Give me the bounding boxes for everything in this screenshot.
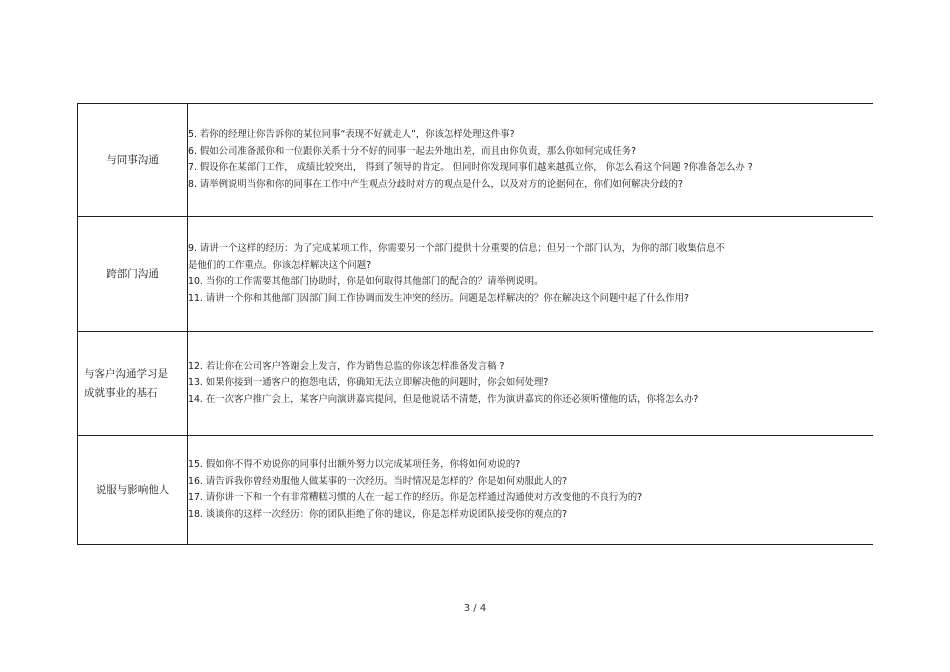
category-cell bbox=[78, 217, 188, 332]
question-17: 17. 请你讲一下和一个有非常糟糕习惯的人在一起工作的经历。你是怎样通过沟通使对方改变他的不良行为的? bbox=[188, 492, 643, 503]
interview-question-table bbox=[77, 103, 873, 545]
question-9-continued: 是他们的工作重点。你该怎样解决这个问题? bbox=[188, 259, 372, 271]
question-7: 7. 假设你在某部门工作， 成绩比较突出， 得到了领导的肯定。 但同时你发现同事们越来越孤立你， 你怎么看这个问题 ?你准备怎么办 ? bbox=[188, 162, 753, 173]
question-8: 8. 请举例说明当你和你的同事在工作中产生观点分歧时对方的观点是什么，以及对方的论据何在，你们如何解决分歧的? bbox=[188, 178, 684, 190]
table-row bbox=[78, 436, 874, 545]
category-label: 跨部门沟通 bbox=[106, 267, 159, 280]
question-14: 14. 在一次客户推广会上，某客户向演讲嘉宾提问，但是他说话不清楚，作为演讲嘉宾的你还必须听懂他的话，你将怎么办? bbox=[188, 393, 699, 405]
question-12: 12. 若让你在公司客户答谢会上发言，作为销售总监的你该怎样准备发言稿 ? bbox=[188, 360, 505, 372]
question-6: 6. 假如公司准备派你和一位跟你关系十分不好的同事一起去外地出差，而且由你负责，那么你如何完成任务? bbox=[188, 145, 637, 157]
table-row bbox=[78, 332, 874, 436]
question-13: 13. 如果你接到一通客户的抱怨电话，你确知无法立即解决他的问题时，你会如何处理? bbox=[188, 377, 549, 389]
category-cell bbox=[78, 332, 188, 436]
question-16: 16. 请告诉我你曾经劝服他人做某事的一次经历。当时情况是怎样的？你是如何劝服此人的? bbox=[188, 475, 568, 487]
category-label-line-1: 与客户沟通学习是 bbox=[84, 367, 168, 380]
questions-cell bbox=[188, 332, 874, 436]
questions-cell bbox=[188, 104, 874, 217]
category-cell bbox=[78, 436, 188, 545]
category-cell bbox=[78, 104, 188, 217]
table-row bbox=[78, 217, 874, 332]
category-label: 说服与影响他人 bbox=[95, 483, 170, 496]
question-5: 5. 若你的经理让你告诉你的某位同事“表现不好就走人”，你该怎样处理这件事? bbox=[188, 129, 515, 140]
questions-cell bbox=[188, 217, 874, 332]
question-9: 9. 请讲一个这样的经历：为了完成某项工作，你需要另一个部门提供十分重要的信息；但另一个部门认为，为你的部门收集信息不 bbox=[188, 243, 725, 254]
question-11: 11. 请讲一个你和其他部门因部门间工作协调而发生冲突的经历。问题是怎样解决的？你在解决这个问题中起了什么作用? bbox=[188, 292, 689, 304]
question-15: 15. 假如你不得不劝说你的同事付出额外努力以完成某项任务，你将如何劝说的? bbox=[188, 459, 521, 470]
question-10: 10. 当你的工作需要其他部门协助时，你是如何取得其他部门的配合的？请举例说明。 bbox=[188, 276, 544, 287]
questions-cell bbox=[188, 436, 874, 545]
category-label-line-2: 成就事业的基石 bbox=[84, 386, 158, 399]
category-label: 与同事沟通 bbox=[106, 153, 159, 166]
page-number: 3 / 4 bbox=[463, 603, 487, 614]
table-row bbox=[78, 104, 874, 217]
question-18: 18. 谈谈你的这样一次经历：你的团队拒绝了你的建议，你是怎样劝说团队接受你的观点的? bbox=[188, 508, 568, 520]
